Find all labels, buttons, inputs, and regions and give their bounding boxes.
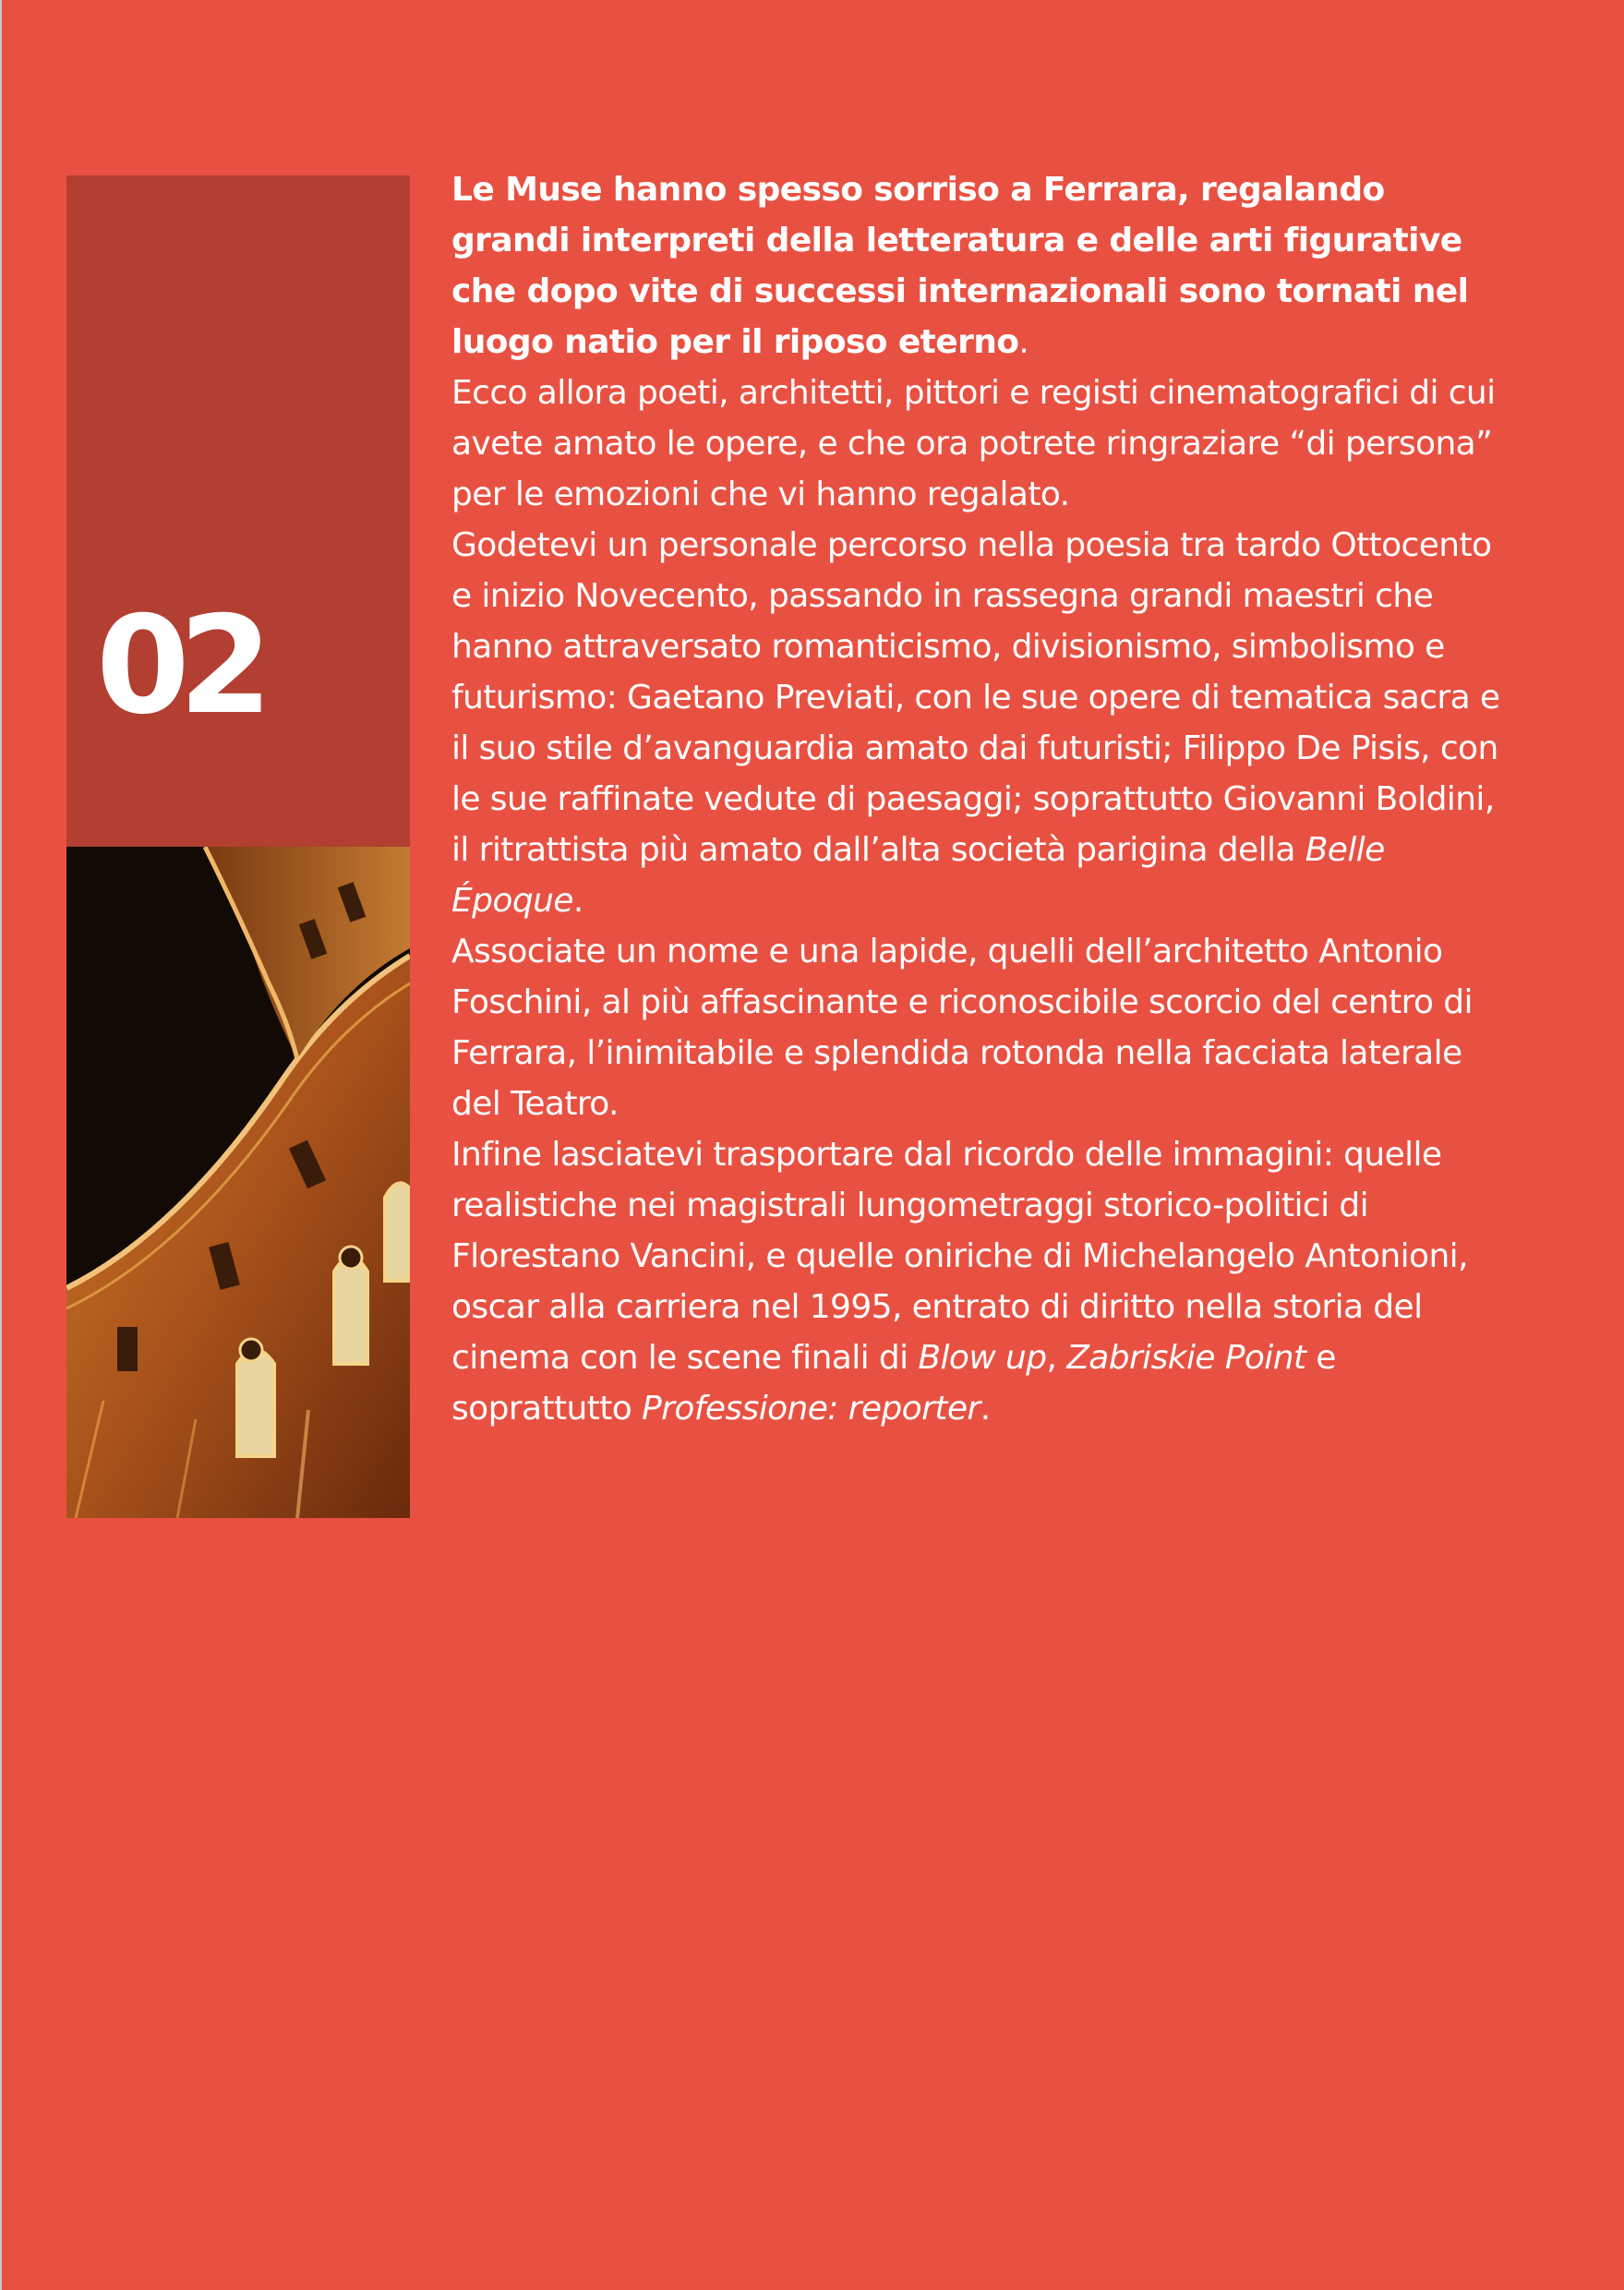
paragraph-3: Associate un nome e una lapide, quelli dell’architetto Antonio Foschini, al più affascinante e riconoscibile scorcio del centro di Ferrara, l’inimitabile e splendida rotonda nella facciata laterale del Teatro.: [451, 933, 1473, 1123]
section-number: 02: [96, 587, 262, 744]
paragraph-2: [451, 520, 1513, 926]
paragraph-4-end: .: [980, 1390, 991, 1428]
paragraph-4-mid: e soprattutto: [451, 1339, 1336, 1428]
intro-tail: .: [1018, 323, 1029, 361]
theatre-photo-illustration: [66, 847, 410, 1518]
theatre-photo: [66, 847, 410, 1518]
paragraph-4-sep: ,: [1046, 1339, 1067, 1377]
paragraph-4-text: Infine lasciatevi trasportare dal ricordo delle immagini: quelle realistiche nei magistrali lungometraggi storico-politici di Florestano Vancini, e quelle oniriche di Michelangelo Antonioni, oscar alla carriera nel 1995, entrato di diritto nella storia del cinema con le scene finali di: [451, 1136, 1468, 1377]
paragraph-2-italic: Belle Époque: [451, 831, 1385, 920]
paragraph-2-text: Godetevi un personale percorso nella poesia tra tardo Ottocento e inizio Novecento, passando in rassegna grandi maestri che hanno attraversato romanticismo, divisionismo, simbolismo e futurismo: Gaetano Previati, con le sue opere di tematica sacra e il suo stile d’avanguardia amato dai futuristi; Filippo De Pisis, con le sue raffinate vedute di paesaggi; soprattutto Giovanni Boldini, il ritrattista più amato dall’alta società parigina della: [451, 526, 1500, 869]
main-text: [451, 164, 1513, 1434]
page-edge: [0, 0, 2, 2290]
paragraph-1: Ecco allora poeti, architetti, pittori e registi cinematografici di cui avete amato le opere, e che ora potrete ringraziare “di persona” per le emozioni che vi hanno regalato.: [451, 374, 1496, 513]
film-title-blow-up: Blow up: [918, 1339, 1047, 1377]
intro-bold-text: Le Muse hanno spesso sorriso a Ferrara, regalando grandi interpreti della letteratura e delle arti figurative che dopo vite di successi internazionali sono tornati nel luogo natio per il riposo eterno: [451, 171, 1469, 361]
intro-paragraph: [451, 164, 1513, 368]
paragraph-4: [451, 1129, 1513, 1434]
paragraph-2-end: .: [572, 882, 583, 920]
film-title-professione-reporter: Professione: reporter: [642, 1390, 980, 1428]
film-title-zabriskie-point: Zabriskie Point: [1066, 1339, 1306, 1377]
section-band: [66, 175, 410, 847]
